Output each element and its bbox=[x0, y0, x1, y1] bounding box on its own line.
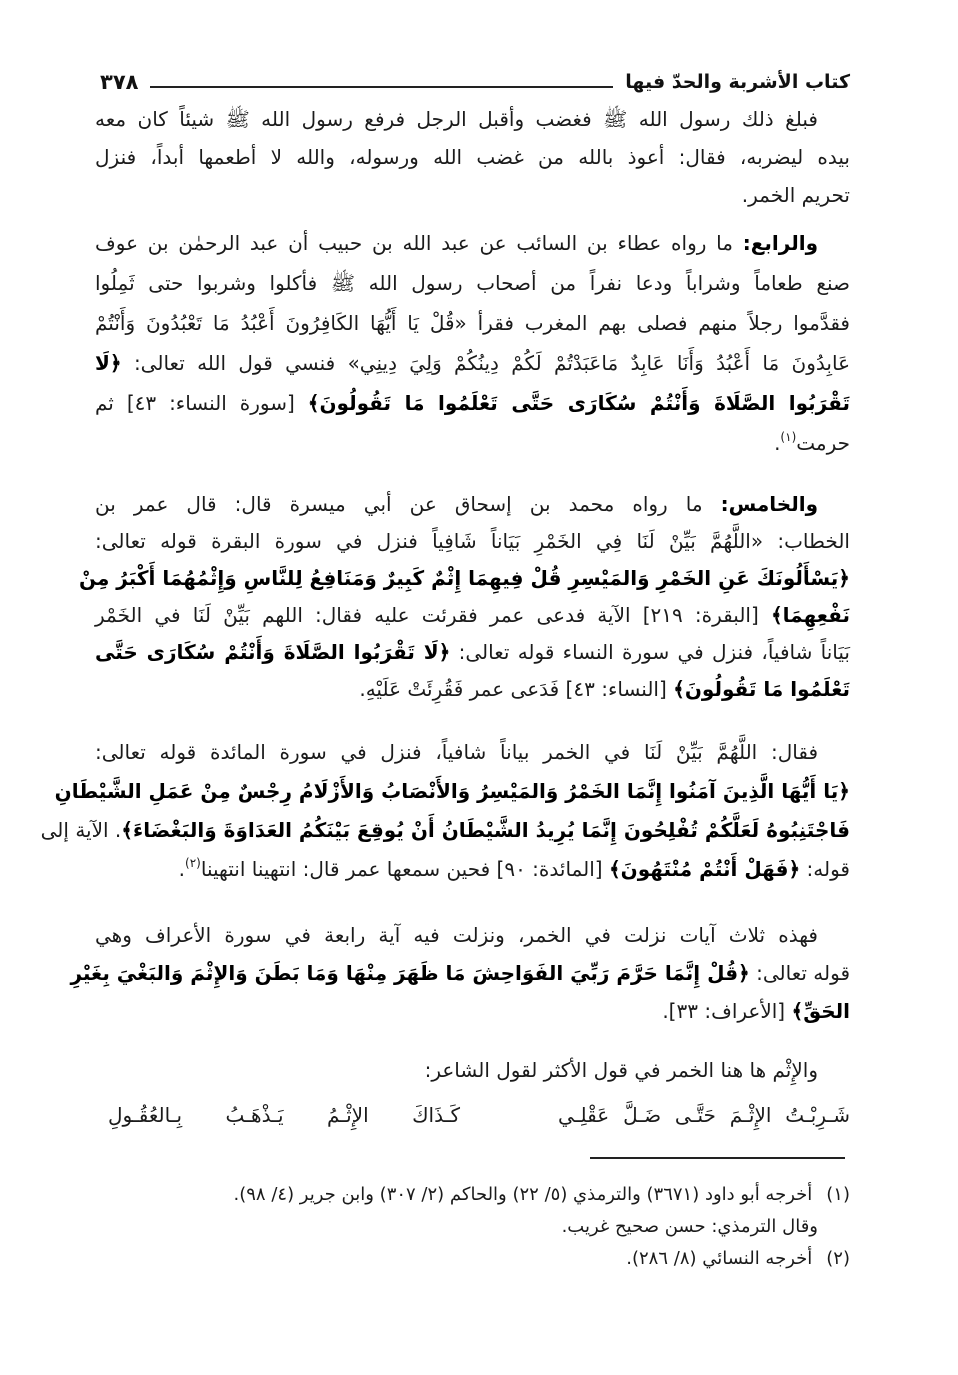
paragraph bbox=[95, 223, 850, 463]
quran-verse-text: تَعْلَمُوا مَا تَقُولُونَ﴾ bbox=[673, 677, 850, 701]
page-number: ٣٧٨ bbox=[100, 70, 139, 94]
chapter-title: كتاب الأشربة والحدّ فيها bbox=[625, 71, 850, 93]
footnote-text: وقال الترمذي: حسن صحيح غريب. bbox=[561, 1216, 818, 1237]
text-segment: [الأعراف: ٣٣]. bbox=[662, 999, 792, 1023]
footnote-text: أخرجه النسائي (٨/ ٢٨٦). bbox=[626, 1248, 813, 1269]
quran-verse-text: ﴿لَا bbox=[95, 351, 122, 375]
paragraph bbox=[95, 100, 850, 214]
text-segment: ما رواه محمد بن إسحاق عن أبي ميسرة قال: قال عمر بن bbox=[95, 492, 721, 516]
quran-verse-text: تَقْرَبُوا الصَّلَاةَ وَأَنْتُمْ سُكَارَى حَتَّى تَعْلَمُوا مَا تَقُولُونَ﴾ bbox=[307, 391, 850, 415]
footnote-marker: (١) bbox=[826, 1184, 850, 1205]
text-segment: قوله تعالى: bbox=[749, 961, 850, 985]
poetry-verse bbox=[108, 1096, 850, 1134]
text-line bbox=[95, 223, 850, 263]
quran-verse-text: نَفْعِهِمَا﴾ bbox=[770, 603, 850, 627]
text-line bbox=[95, 523, 850, 560]
verse-first-hemistich: شَـرِبْـتُ الإِثْـمَ حَتَّـى ضَـلَّ عَقْلِـي bbox=[558, 1103, 850, 1127]
quran-verse-text: ﴿قُلْ إِنَّمَا حَرَّمَ رَبِّيَ الفَوَاحِشَ مَا ظَهَرَ مِنْهَا وَمَا بَطَنَ وَالإِثْمَ وَالبَغْيَ بِغَيْرِ bbox=[70, 961, 750, 985]
text-line bbox=[95, 138, 850, 176]
text-line bbox=[95, 733, 850, 772]
text-segment: فقال: اللَّهُمَّ بَيِّنْ لَنَا في الخمر بياناً شافياً، فنزل في سورة المائدة قوله تعالى: bbox=[95, 740, 818, 764]
text-segment: [سورة النساء: ٤٣] ثم bbox=[95, 391, 308, 415]
footnote-ref: (٢) bbox=[185, 856, 201, 870]
quran-verse-text: ﴿يَا أَيُّهَا الَّذِينَ آمَنُوا إِنَّمَا الخَمْرُ وَالمَيْسِرُ وَالأَنْصَابُ وَالأَزْلَامُ رِجْسٌ مِنْ عَمَلِ الشَّيْطَانِ bbox=[54, 779, 850, 803]
text-segment: . bbox=[178, 857, 186, 881]
quran-verse-text: ﴿لَا تَقْرَبُوا الصَّلَاةَ وَأَنْتُمْ سُكَارَى حَتَّى bbox=[95, 640, 451, 664]
text-line bbox=[95, 992, 850, 1030]
text-segment: . bbox=[774, 431, 781, 455]
text-segment: فبلغ ذلك رسول الله ﷺ فغضب وأقبل الرجل فرفع رسول الله ﷺ شيئاً كان معه bbox=[95, 107, 818, 131]
quran-verse-text: ﴿يَسْأَلُونَكَ عَنِ الخَمْرِ وَالمَيْسِرِ قُلْ فِيهِمَا إِثْمٌ كَبِيرٌ وَمَنَافِعُ لِلنَّاسِ وَإِثْمُهُمَا أَكْبَرُ مِنْ bbox=[78, 566, 850, 590]
text-line bbox=[95, 634, 850, 671]
footnote bbox=[95, 1243, 850, 1275]
text-line bbox=[95, 303, 850, 343]
text-segment: قوله: bbox=[800, 857, 850, 881]
text-line bbox=[95, 176, 850, 214]
quran-verse-text: الحَقِّ﴾ bbox=[791, 999, 850, 1023]
text-line bbox=[95, 1051, 850, 1089]
text-line bbox=[95, 850, 850, 889]
verse-second-hemistich: كَـذَاكَ الإِثْـمُ يَـذْهَـبُ بِـالعُقُـولِ bbox=[108, 1103, 460, 1127]
text-segment: فقدَّموا رجلاً منهم فصلى بهم المغرب فقرأ «قُلْ يَا أَيُّهَا الكَافِرُونَ أَعْبُدُ مَا تَعْبُدُونَ وَأَنْتُمْ bbox=[95, 311, 850, 335]
paragraph bbox=[40, 733, 850, 889]
text-line bbox=[95, 263, 850, 303]
text-segment: . الآية إلى bbox=[40, 818, 122, 842]
text-segment: عَابِدُونَ مَا أَعْبُدُ وَأَنَا عَابِدٌ مَاعَبَدْتُمْ لَكُمْ دِينُكُمْ وَلِيَ دِينِي» فنسي قول الله تعالى: bbox=[121, 351, 850, 375]
header-rule bbox=[150, 86, 613, 88]
footnote-separator bbox=[590, 1157, 845, 1159]
text-line bbox=[95, 671, 850, 708]
text-segment: والإِثْم ها هنا الخمر في قول الأكثر لقول الشاعر: bbox=[424, 1058, 818, 1082]
text-segment: [البقرة: ٢١٩] الآية فدعى عمر فقرئت عليه فقال: اللهم بَيِّنْ لَنَا في الخَمْر bbox=[95, 603, 771, 627]
footnote-text: أخرجه أبو داود (٣٦٧١) والترمذي (٥/ ٢٢) والحاكم (٢/ ٣٠٧) وابن جرير (٤/ ٩٨). bbox=[233, 1184, 813, 1205]
text-line bbox=[95, 100, 850, 138]
text-segment: [المائدة: ٩٠] فحين سمعها عمر قال: انتهينا انتهينا bbox=[200, 857, 609, 881]
footnote-marker: (٢) bbox=[826, 1248, 850, 1269]
footnote bbox=[95, 1179, 850, 1211]
text-segment: تحريم الخمر. bbox=[741, 183, 850, 207]
text-segment: صنع طعاماً وشراباً ودعا نفراً من أصحاب رسول الله ﷺ فأكلوا وشربوا حتى ثَمِلُوا bbox=[95, 271, 850, 295]
quran-verse-text: والرابع: bbox=[742, 231, 818, 255]
text-line bbox=[70, 954, 850, 992]
footnotes bbox=[95, 1179, 850, 1275]
text-segment: فهذه ثلاث آيات نزلت في الخمر، ونزلت فيه آية رابعة في سورة الأعراف وهي bbox=[95, 923, 818, 947]
text-line bbox=[95, 486, 850, 523]
text-line bbox=[95, 343, 850, 383]
text-line bbox=[95, 423, 850, 463]
quran-verse-text: ﴿فَهَلْ أَنْتُمْ مُنْتَهُونَ﴾ bbox=[608, 857, 801, 881]
text-line bbox=[95, 597, 850, 634]
paragraph bbox=[70, 916, 850, 1030]
running-header bbox=[100, 66, 850, 98]
text-line bbox=[95, 383, 850, 423]
footnote-continuation bbox=[95, 1211, 850, 1243]
paragraph bbox=[95, 1051, 850, 1089]
text-line bbox=[54, 772, 850, 811]
text-segment: [النساء: ٤٣] فَدَعى عمر فَقُرِئَتْ عَلَيْهِ. bbox=[359, 677, 674, 701]
paragraph bbox=[78, 486, 850, 708]
text-segment: بيده ليضربه، فقال: أعوذ بالله من غضب الله ورسوله، والله لا أطعمها أبداً، فنزل bbox=[95, 145, 850, 169]
quran-verse-text: فَاجْتَنِبُوهُ لَعَلَّكُمْ تُفْلِحُونَ إِنَّمَا يُرِيدُ الشَّيْطَانُ أَنْ يُوقِعَ بَيْنَكُمُ العَدَاوَةَ وَالبَغْضَاءَ﴾ bbox=[121, 818, 850, 842]
quran-verse-text: والخامس: bbox=[720, 492, 818, 516]
text-line bbox=[78, 560, 850, 597]
text-line bbox=[95, 916, 850, 954]
text-segment: بَيَاناً شافياً، فنزل في سورة النساء قوله تعالى: bbox=[450, 640, 850, 664]
footnote-ref: (١) bbox=[780, 430, 797, 444]
text-segment: الخطاب: «اللَّهُمَّ بَيِّنْ لَنَا فِي الخَمْرِ بَيَاناً شَافِياً فنزل في سورة البقرة قوله تعالى: bbox=[95, 529, 850, 553]
text-segment: ما رواه عطاء بن السائب عن عبد الله بن حبيب أن عبد الرحمٰن بن عوف bbox=[95, 231, 743, 255]
text-line bbox=[40, 811, 850, 850]
text-segment: حرمت bbox=[796, 431, 850, 455]
